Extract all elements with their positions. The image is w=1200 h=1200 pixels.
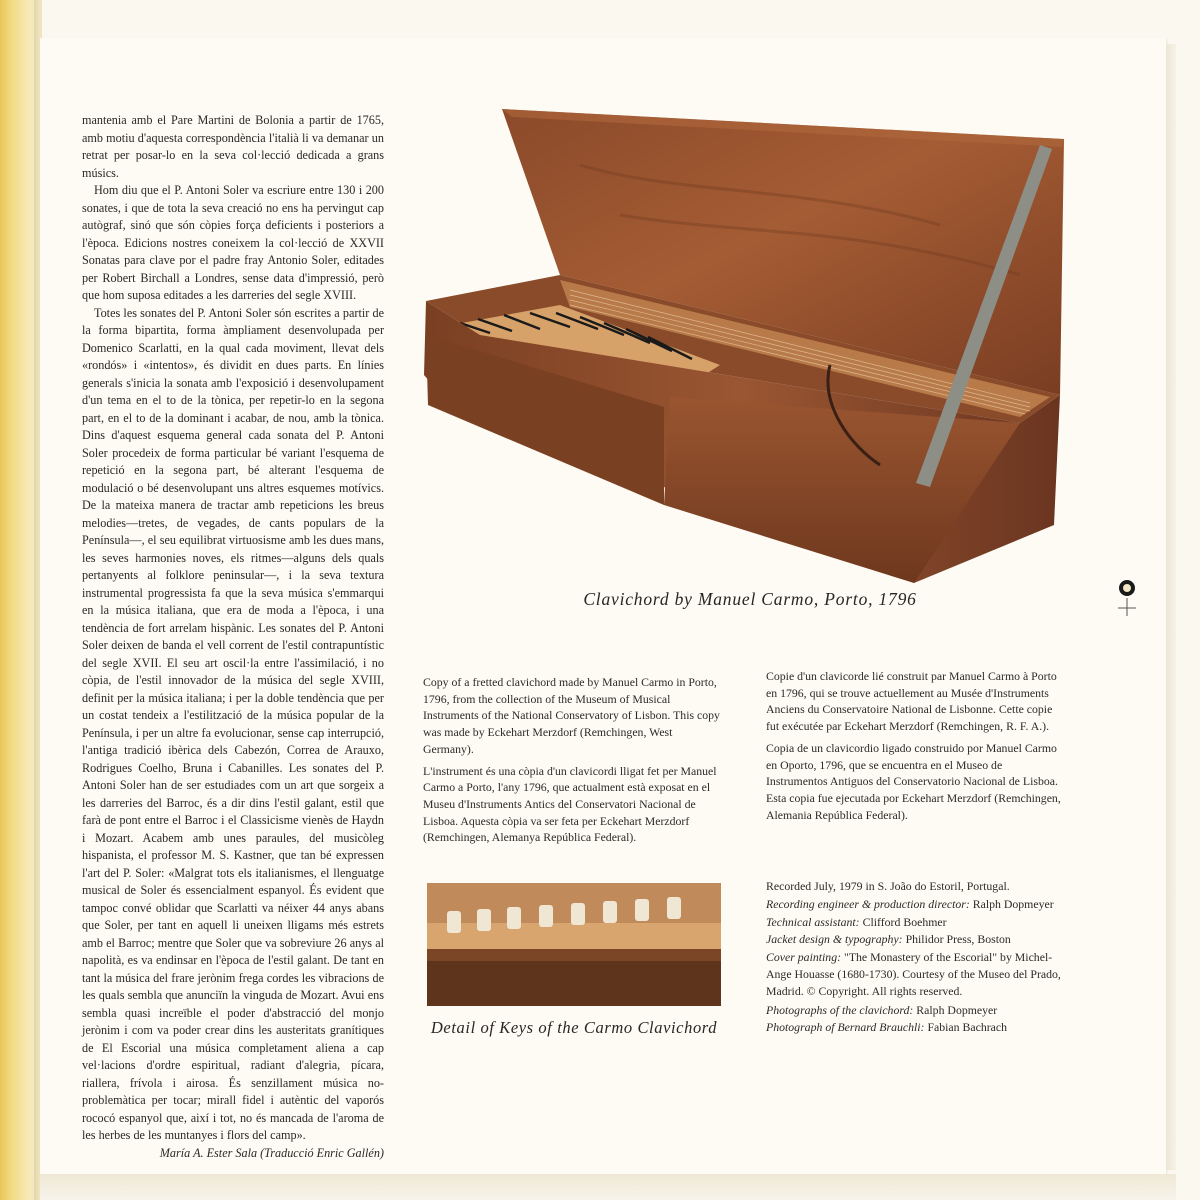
credit-assistant <box>766 914 1066 931</box>
essay-paragraph: Totes les sonates del P. Antoni Soler són escrites a partir de la forma bipartita, forma àmpliament desenvolupada per Domenico Scarlatti, en la qual cada moviment, llevat dels «rondós» i «intentos», és dividit en dues parts. En línies generals s'inicia la sonata amb l'exposició i desenvolupament d'un tema en el to de la tònica, per repetir-lo en la segona part, en el to de la dominant i acabar, de nou, amb la tònica. Dins d'aquest esquema general cada sonata del P. Antoni Soler procedeix de forma particular bé variant l'esquema de repetició en la segona part, bé alterant l'esquema de modulació o bé desenvolupant uns altres esquemes motívics. De la mateixa manera de tractar amb repeticions les breus melodies—tretes, de vegades, de cants populars de la Península—, el seu equilibrat virtuosisme amb les dues mans, les seves harmonies noves, els ritmes—alguns dels quals pertanyents al folklore peninsular—, i la seva textura instrumental progressista fa que la seva música s'emmarqui en la música italiana, que era de moda a l'època, i una tendència de fort arrelam hispànic. Les sonates del P. Antoni Soler deixen de banda el vell corrent de l'estil contrapuntístic del segle XVII. El seu art oscil·la entre l'assimilació, i no còpia, de l'estil innovador de la música del segle XVIII, definit per la música italiana; i per la doble tendència que per un costat tendeix a l'estilització de la música popular de la Península, i per un altre fa evolucionar, sense cap interrupció, l'antiga tradició ibèrica dels Cabezón, Correa de Arauxo, Rodrigues Coelho, Bruna i Cabanilles. Les sonates del P. Antoni Soler han de ser estudiades com un art que sorgeix a les darreries del Barroc, és a dir dins l'estil galant, estil que farà de pont entre el Barroc i el Classicisme vienès de Haydn i Mozart. Acabem amb unes paraules, del musicòleg hispanista, el professor M. S. Kastner, que tan bé expressen l'art del P. Soler: «Malgrat tots els italianismes, el llenguatge musical de Soler és essencialment espanyol. És evident que tampoc convé oblidar que Scarlatti va néixer 44 anys abans que Soler, per tant en aquell li uneixen lligams més estrets amb el Barroc; mentre que Soler que va sobreviure 26 anys al napolità, es va endinsar en l'època de l'estil galant. De tant en tant la música del frare jerònim frega cordes les vibracions de les quals sembla que anunciïn la vinguda de Mozart. Avui ens sembla quasi increïble el poder d'abstracció del monjo jerònim i com va poder crear dins les austeritats granítiques de El Escorial una música completament aliena a cap vel·lacions d'ordre espiritual, radiant d'alegria, pícara, riallera, frívola i airosa. És senzillament música no-problemàtica per tocar; mirall fidel i autèntic del vaporós rococó espanyol que, així i tot, no és mancada de l'aroma de les herbes de les muntanyes i flors del camp». <box>82 305 384 1142</box>
catalan-description: L'instrument és una còpia d'un clavicordi lligat fet per Manuel Carmo a Porto, l'any 1796, que actualment està exposat en el Museu d'Instruments Antics del Conservatori Nacional de Lisboa. Aquesta còpia va ser feta per Eckehart Merzdorf (Remchingen, Alemanya República Federal). <box>423 763 717 845</box>
essay-paragraph: Hom diu que el P. Antoni Soler va escriure entre 130 i 200 sonates, i que de tota la seva creació no ens ha pervingut cap autògraf, sinó que són còpies força deficients i posteriors a l'època. Edicions nostres coneixem la col·lecció de XXVII Sonatas para clave por el padre fray Antonio Soler, editades per Robert Birchall a Londres, sense data d'impressió, però que hom suposa editades a les darreries del segle XVIII. <box>82 183 384 302</box>
credit-value: Philidor Press, Boston <box>905 932 1011 947</box>
page-edge <box>1166 44 1176 1170</box>
credit-photo-clavichord <box>766 1002 1066 1019</box>
credit-value: Fabian Bachrach <box>927 1020 1008 1035</box>
credit-recorded: Recorded July, 1979 in S. João do Estoril, Portugal. <box>766 879 1010 893</box>
description-column-right <box>766 668 1066 828</box>
keys-photo-caption: Detail of Keys of the Carmo Clavichord <box>430 1018 718 1037</box>
credit-value: Ralph Dopmeyer <box>916 1002 998 1017</box>
english-description: Copy of a fretted clavichord made by Manuel Carmo in Porto, 1796, from the collection of the Museum of Musical Instruments of the National Conservatory of Lisbon. This copy was made by Eckehart Merzdorf (Remchingen, West Germany). <box>423 675 720 756</box>
credit-label: Technical assistant: <box>766 914 860 929</box>
credit-value: "The Monastery of the Escorial" by Michel-Ange Houasse (1680-1730). Courtesy of the Museo del Prado, Madrid. © Copyright. All rights reserved. <box>766 949 1061 999</box>
credit-jacket <box>766 931 1066 948</box>
essay-paragraph: mantenia amb el Pare Martini de Bolonia a partir de 1765, amb motiu d'aquesta correspondència l'italià li va demanar un retrat per posar-lo en la seva col·lecció dedicada a grans músics. <box>82 113 384 180</box>
credit-label: Photographs of the clavichord: <box>766 1002 914 1017</box>
essay-signature: María A. Ester Sala (Traducció Enric Gallén) <box>159 1145 384 1160</box>
spanish-description: Copia de un clavicordio ligado construido por Manuel Carmo en Oporto, 1796, que se encuentra en el Museo de Instrumentos Antiguos del Conservatorio Nacional de Lisboa. Esta copia fue ejecutada por Eckehart Merzdorf (Remchingen, Alemania República Federal). <box>766 740 1061 822</box>
essay-column <box>82 112 384 1162</box>
credit-label: Cover painting: <box>766 949 842 964</box>
description-column-left <box>423 674 723 851</box>
clavichord-photo <box>420 105 1080 585</box>
label-logo-icon <box>1116 578 1138 618</box>
credit-label: Recording engineer & production director: <box>766 897 970 912</box>
main-photo-caption: Clavichord by Manuel Carmo, Porto, 1796 <box>583 589 917 609</box>
credit-engineer <box>766 896 1066 913</box>
bottom-band <box>40 1174 1176 1200</box>
credit-label: Jacket design & typography: <box>766 932 903 947</box>
credit-cover <box>766 949 1066 1001</box>
french-description: Copie d'un clavicorde lié construit par Manuel Carmo à Porto en 1796, qui se trouve actuellement au Musée d'Instruments Anciens du Conservatoire National de Lisbonne. Cette copie fut exécutée par Eckehart Merzdorf (Remchingen, R. F. A.). <box>766 669 1057 734</box>
credit-label: Photograph of Bernard Brauchli: <box>766 1020 925 1035</box>
credit-value: Ralph Dopmeyer <box>972 897 1054 912</box>
credit-value: Clifford Boehmer <box>862 914 947 929</box>
credits-block <box>766 878 1066 1037</box>
credit-photo-brauchli <box>766 1019 1066 1036</box>
keys-detail-photo <box>427 883 721 1006</box>
